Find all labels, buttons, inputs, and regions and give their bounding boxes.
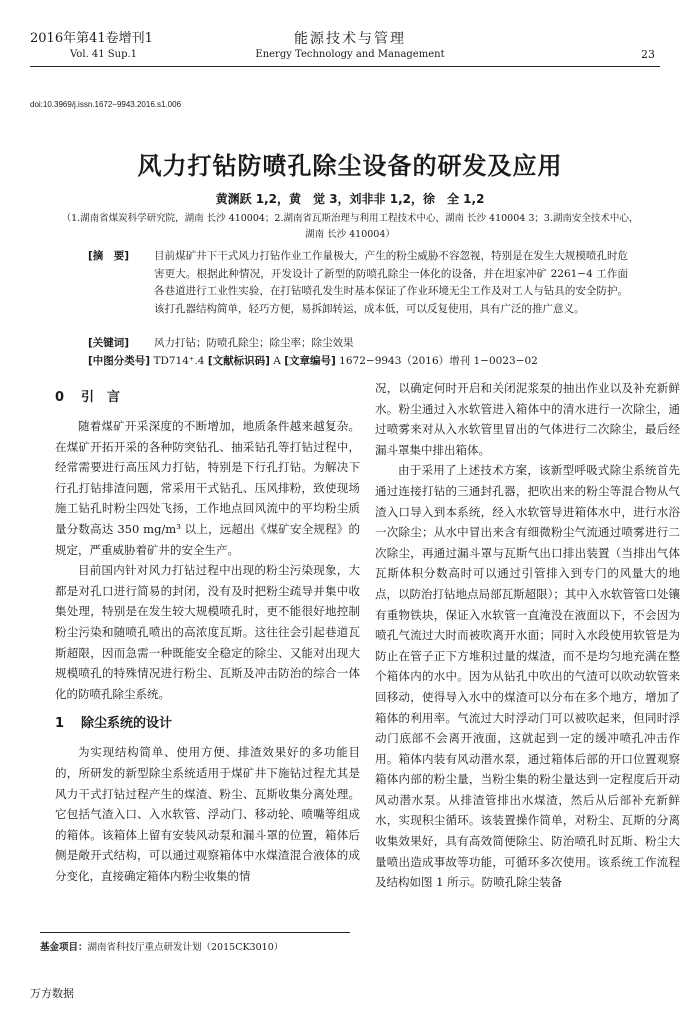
funding-label: 基金项目： bbox=[40, 942, 88, 953]
header-divider bbox=[30, 66, 660, 67]
keywords-label: [关键词] bbox=[88, 337, 130, 349]
article-id-label: [文章编号] bbox=[284, 355, 336, 367]
article-id-value: 1672−9943（2016）增刊 1−0023−02 bbox=[339, 355, 538, 367]
section-number: 1 bbox=[55, 716, 65, 732]
issue-info bbox=[30, 30, 153, 62]
funding-text: 湖南省科技厅重点研发计划（2015CK3010） bbox=[87, 942, 284, 953]
paragraph: 目前国内针对风力打钻过程中出现的粉尘污染现象，大都是对孔口进行简易的封闭，没有及时把粉尘疏导并集中收集处理，特别是在发生较大规模喷孔时，更不能很好地控制粉尘污染和随喷孔喷出的高浓度瓦斯。这往往会引起巷道瓦斯超限，因而急需一种既能安全稳定的除尘、又能对出现大规模喷孔的特殊情况进行粉尘、瓦斯及冲击防治的综合一体化的防喷孔除尘系统。 bbox=[55, 563, 360, 701]
watermark: 万方数据 bbox=[30, 987, 74, 1000]
issue-cn: 2016年第41卷增刊1 bbox=[30, 31, 153, 46]
abstract-text: 目前煤矿井下干式风力打钻作业工作量极大，产生的粉尘威胁不容忽视，特别是在发生大规模喷孔时危害更大。根据此种情况，开发设计了新型的防喷孔除尘一体化的设备，并在坦家冲矿 2261−4 工作面各巷道进行工业性实验，在打钻喷孔发生时基本保证了作业环境无尘工作及对工人与钻具的安全防护。该打孔器结构简单，轻巧方便，易拆卸转运，成本低，可以反复使用，具有广泛的推广意义。 bbox=[154, 250, 628, 315]
abstract-label: [摘 要] bbox=[88, 250, 130, 262]
classification-line bbox=[88, 353, 628, 371]
left-column bbox=[55, 378, 360, 886]
section-heading-intro bbox=[55, 386, 360, 410]
affiliations: （1.湖南省煤炭科学研究院，湖南 长沙 410004；2.湖南省瓦斯治理与利用工程技术中心，湖南 长沙 410004 3；3.湖南安全技术中心，湖南 长沙 410004） bbox=[61, 213, 639, 240]
paragraph: 为实现结构简单、使用方便、排渣效果好的多功能目的，所研发的新型除尘系统适用于煤矿井下施钻过程尤其是风力干式打钻过程产生的煤渣、粉尘、瓦斯收集分离处理。它包括气渣入口、入水软管、浮动门、移动轮、喷嘴等组成的箱体。该箱体上留有安装风动泵和漏斗罩的位置，箱体后侧是敞开式结构，可以通过观察箱体中水煤渣混合液体的成分变化，直接确定箱体内粉尘收集的情 bbox=[55, 745, 360, 883]
paper-title: 风力打钻防喷孔除尘设备的研发及应用 bbox=[137, 152, 563, 180]
journal-en: Energy Technology and Management bbox=[255, 49, 445, 60]
doc-code-value: A bbox=[273, 355, 281, 367]
section-title: 除尘系统的设计 bbox=[81, 716, 173, 732]
paragraph: 由于采用了上述技术方案，该新型呼吸式除尘系统首先通过连接打钻的三通封孔器，把吹出来的粉尘等混合物从气渣入口导入到本系统，经入水软管导进箱体水中，进行水浴一次除尘；从水中冒出来含有细微粉尘气流通过喷雾进行二次除尘，再通过漏斗罩与瓦斯气出口排出装置（当排出气体瓦斯体积分数高时可以通过引管排入到专门的风量大的地点，以防治打钻地点局部瓦斯超限）；其中入水软管管口处镶有重物铁块，保证入水软管一直淹没在液面以下，不会因为喷孔气流过大时而被吹离开水面；同时入水段使用软管是为防止在管子正下方堆积过量的煤渣，而不是均匀地充满在整个箱体内的水中。因为从钻孔中吹出的气渣可以吹动软管来回移动，使得导入水中的煤渣可以分布在多个地方，增加了箱体的利用率。气流过大时浮动门可以被吹起来，但同时浮动门底部不会离开液面，这就起到一定的缓冲喷孔冲击作用。箱体内装有风动潜水泵，通过箱体后部的开口位置观察箱体内部的粉尘量，当粉尘集的粉尘量达到一定程度后开动风动潜水泵。从排渣管排出水煤渣，然后从后部补充新鲜水，实现积尘循环。该装置操作简单，对粉尘、瓦斯的分离收集效果好，具有高效简便除尘、防治喷孔时瓦斯、粉尘大量喷出造成事故等功能，可循环多次使用。该系统工作流程及结构如图 1 所示。防喷孔除尘装备 bbox=[375, 463, 680, 890]
keywords-text: 风力打钻；防喷孔除尘；除尘率；除尘效果 bbox=[154, 337, 354, 349]
doi: doi:10.3969/j.issn.1672−9943.2016.s1.006 bbox=[30, 100, 182, 109]
authors: 黄渊跃 1,2，黄 觉 3，刘非非 1,2，徐 全 1,2 bbox=[215, 192, 485, 206]
paragraph: 况，以确定何时开启和关闭泥浆泵的抽出作业以及补充新鲜水。粉尘通过入水软管进入箱体中的清水进行一次除尘，通过喷雾来对从入水软管里冒出的气体进行二次除尘，最后经漏斗罩集中排出箱体。 bbox=[375, 381, 680, 457]
keywords bbox=[88, 335, 628, 353]
paragraph: 随着煤矿开采深度的不断增加，地质条件越来越复杂。在煤矿开拓开采的各种防突钻孔、抽采钻孔等打钻过程中，经常需要进行高压风力打钻，特别是下行孔打钻。为解决下行孔打钻排渣问题，常采用干式钻孔、压风排粉，致使现场施工钻孔时粉尘四处飞扬，工作地点回风流中的平均粉尘质量分数高达 350 mg/m³ 以上，远超出《煤矿安全规程》的规定，严重威胁着矿井的安全生产。 bbox=[55, 419, 360, 557]
funding-note bbox=[40, 932, 350, 953]
section-number: 0 bbox=[55, 390, 65, 405]
page-number: 23 bbox=[641, 48, 655, 61]
clc-label: [中图分类号] bbox=[88, 355, 151, 367]
section-title: 引 言 bbox=[81, 390, 121, 405]
journal-cn: 能源技术与管理 bbox=[294, 31, 406, 47]
issue-en: Vol. 41 Sup.1 bbox=[70, 49, 138, 60]
section-heading-design bbox=[55, 712, 360, 736]
doc-code-label: [文献标识码] bbox=[207, 355, 270, 367]
abstract bbox=[88, 248, 628, 318]
clc-value: TD714⁺.4 bbox=[153, 355, 205, 367]
journal-name bbox=[200, 30, 500, 62]
right-column bbox=[375, 378, 680, 893]
